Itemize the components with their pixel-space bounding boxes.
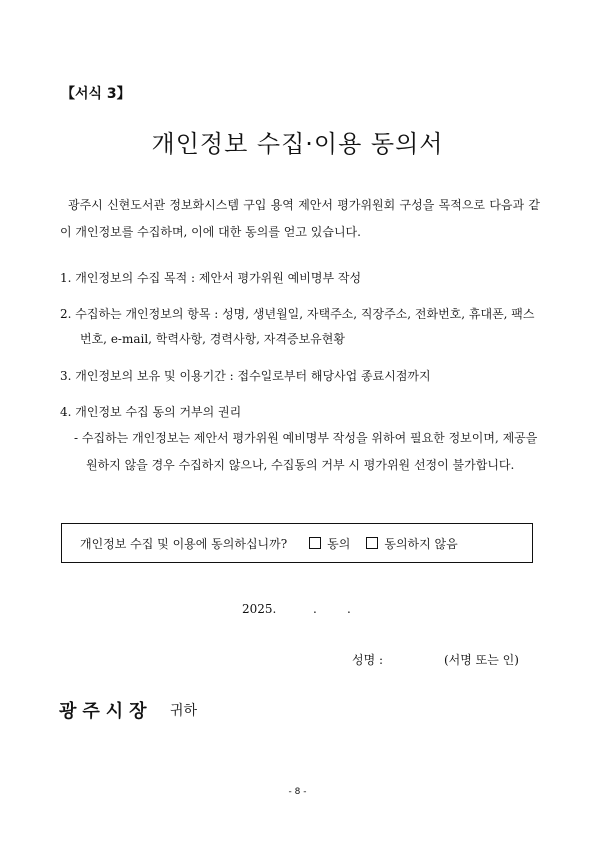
list-item xyxy=(60,266,542,291)
item-number: 1. xyxy=(60,271,72,285)
item-text: 개인정보의 수집 목적 : 제안서 평가위원 예비명부 작성 xyxy=(75,271,362,285)
item-text: 개인정보 수집 동의 거부의 권리 xyxy=(75,405,242,419)
agree-checkbox[interactable] xyxy=(309,537,321,549)
item-text: 수집하는 개인정보의 항목 : 성명, 생년월일, 자택주소, 직장주소, 전화번호, 휴대폰, 팩스번호, e-mail, 학력사항, 경력사항, 자격증보유현황 xyxy=(75,307,535,346)
date-separator-day: . xyxy=(347,602,351,616)
signature-label: 성명 : xyxy=(352,653,384,667)
item-number: 4. xyxy=(60,405,72,419)
list-item xyxy=(60,364,542,389)
page-number: - 8 - xyxy=(288,787,307,797)
item-number: 3. xyxy=(60,369,72,383)
sub-item-dash: - xyxy=(74,431,79,445)
date-year: 2025. xyxy=(242,602,277,616)
recipient-suffix: 귀하 xyxy=(170,703,198,719)
disagree-label: 동의하지 않음 xyxy=(384,536,458,551)
sub-item-text: 수집하는 개인정보는 제안서 평가위원 예비명부 작성을 위하여 필요한 정보이며, 제공을 원하지 않을 경우 수집하지 않으나, 수집동의 거부 시 평가위원 선정이 불가합니다. xyxy=(81,431,538,472)
consent-question: 개인정보 수집 및 이용에 동의하십니까? xyxy=(80,536,288,551)
signature-note: (서명 또는 인) xyxy=(444,653,519,667)
agree-label: 동의 xyxy=(327,536,351,551)
consent-box xyxy=(61,523,533,563)
form-label: 【서식 3】 xyxy=(61,86,131,102)
sub-item xyxy=(74,425,542,479)
disagree-checkbox[interactable] xyxy=(366,537,378,549)
list-item xyxy=(60,302,542,352)
item-number: 2. xyxy=(60,307,72,321)
recipient-name: 광주시장 xyxy=(59,701,153,722)
date-separator-month: . xyxy=(313,602,317,616)
intro-paragraph: 광주시 신현도서관 정보화시스템 구입 용역 제안서 평가위원회 구성을 목적으로 다음과 같이 개인정보를 수집하며, 이에 대한 동의를 얻고 있습니다. xyxy=(60,198,540,239)
item-text: 개인정보의 보유 및 이용기간 : 접수일로부터 해당사업 종료시점까지 xyxy=(75,369,431,383)
list-item xyxy=(60,400,542,425)
document-title: 개인정보 수집·이용 동의서 xyxy=(151,130,444,158)
